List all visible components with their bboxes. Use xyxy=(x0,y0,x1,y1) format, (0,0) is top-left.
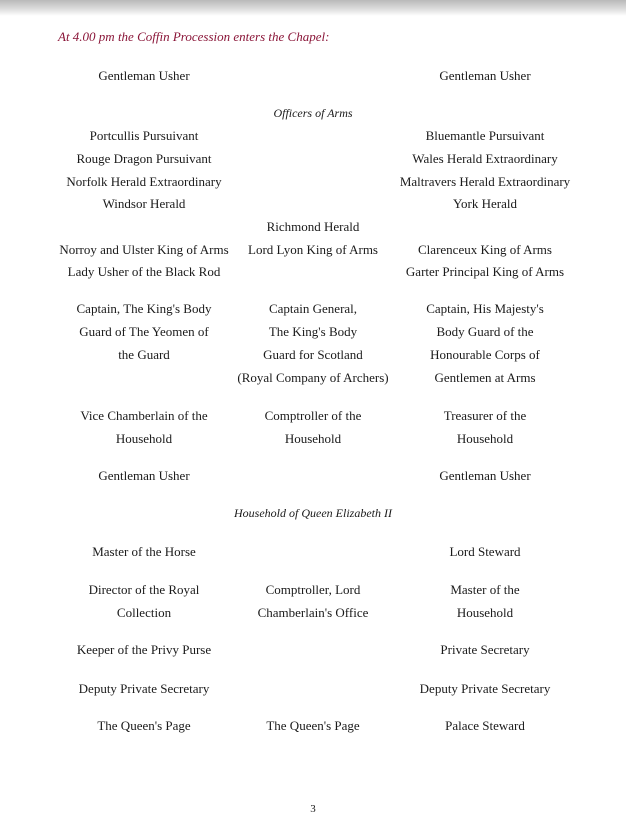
private-secretary: Private Secretary xyxy=(440,642,530,657)
palace-steward: Palace Steward xyxy=(445,718,525,733)
king-of-arms-right: Clarenceux King of Arms xyxy=(418,242,552,257)
officer-right-2: Wales Herald Extraordinary xyxy=(412,151,558,166)
gentleman-usher-left-2: Gentleman Usher xyxy=(98,468,190,483)
gentleman-usher-right: Gentleman Usher xyxy=(439,68,531,83)
officer-left-2: Rouge Dragon Pursuivant xyxy=(76,151,212,166)
officer-right-4: York Herald xyxy=(452,196,518,211)
vice-chamberlain-line-1: Vice Chamberlain of the xyxy=(80,408,208,423)
yeomen-guard-line-3: the Guard xyxy=(118,347,170,362)
master-of-the-horse: Master of the Horse xyxy=(92,544,196,559)
treasurer-line-1: Treasurer of the xyxy=(443,408,527,423)
deputy-private-secretary-right: Deputy Private Secretary xyxy=(419,681,551,696)
comptroller-line-1: Comptroller of the xyxy=(264,408,362,423)
officer-left-1: Portcullis Pursuivant xyxy=(89,128,199,143)
page-number: 3 xyxy=(310,803,316,815)
archers-line-1: Captain General, xyxy=(268,301,358,316)
gentlemen-at-arms-line-3: Honourable Corps of xyxy=(430,347,540,362)
lord-chamberlain-line-1: Comptroller, Lord xyxy=(265,582,361,597)
procession-heading: At 4.00 pm the Coffin Procession enters the Chapel: xyxy=(58,29,330,44)
comptroller-line-2: Household xyxy=(284,431,342,446)
gentleman-usher-right-2: Gentleman Usher xyxy=(439,468,531,483)
royal-collection-line-2: Collection xyxy=(116,605,172,620)
officer-right-3: Maltravers Herald Extraordinary xyxy=(399,174,571,189)
queen-household-title: Household of Queen Elizabeth II xyxy=(234,506,392,520)
gentlemen-at-arms-line-4: Gentlemen at Arms xyxy=(434,370,536,385)
king-of-arms-center: Lord Lyon King of Arms xyxy=(248,242,378,257)
officer-left-3: Norfolk Herald Extraordinary xyxy=(66,174,222,189)
queens-page-left: The Queen's Page xyxy=(97,718,191,733)
vice-chamberlain-line-2: Household xyxy=(115,431,173,446)
garter-king-of-arms: Garter Principal King of Arms xyxy=(405,264,565,279)
lord-chamberlain-line-2: Chamberlain's Office xyxy=(257,605,369,620)
gentleman-usher-left: Gentleman Usher xyxy=(98,68,190,83)
officer-center: Richmond Herald xyxy=(266,219,360,234)
deputy-private-secretary-left: Deputy Private Secretary xyxy=(78,681,210,696)
officers-of-arms-title: Officers of Arms xyxy=(273,106,353,120)
treasurer-line-2: Household xyxy=(456,431,514,446)
master-of-household-line-1: Master of the xyxy=(450,582,520,597)
archers-line-2: The King's Body xyxy=(268,324,358,339)
lord-steward: Lord Steward xyxy=(449,544,521,559)
master-of-household-line-2: Household xyxy=(456,605,514,620)
archers-line-3: Guard for Scotland xyxy=(263,347,363,362)
privy-purse-keeper: Keeper of the Privy Purse xyxy=(76,642,212,657)
queens-page-center: The Queen's Page xyxy=(266,718,360,733)
yeomen-guard-line-1: Captain, The King's Body xyxy=(76,301,212,316)
archers-line-4: (Royal Company of Archers) xyxy=(237,370,389,385)
officer-right-1: Bluemantle Pursuivant xyxy=(425,128,545,143)
gentlemen-at-arms-line-2: Body Guard of the xyxy=(436,324,534,339)
gentlemen-at-arms-line-1: Captain, His Majesty's xyxy=(426,301,544,316)
king-of-arms-left: Norroy and Ulster King of Arms xyxy=(59,242,229,257)
yeomen-guard-line-2: Guard of The Yeomen of xyxy=(79,324,209,339)
royal-collection-line-1: Director of the Royal xyxy=(88,582,200,597)
officer-left-4: Windsor Herald xyxy=(102,196,186,211)
black-rod: Lady Usher of the Black Rod xyxy=(67,264,221,279)
